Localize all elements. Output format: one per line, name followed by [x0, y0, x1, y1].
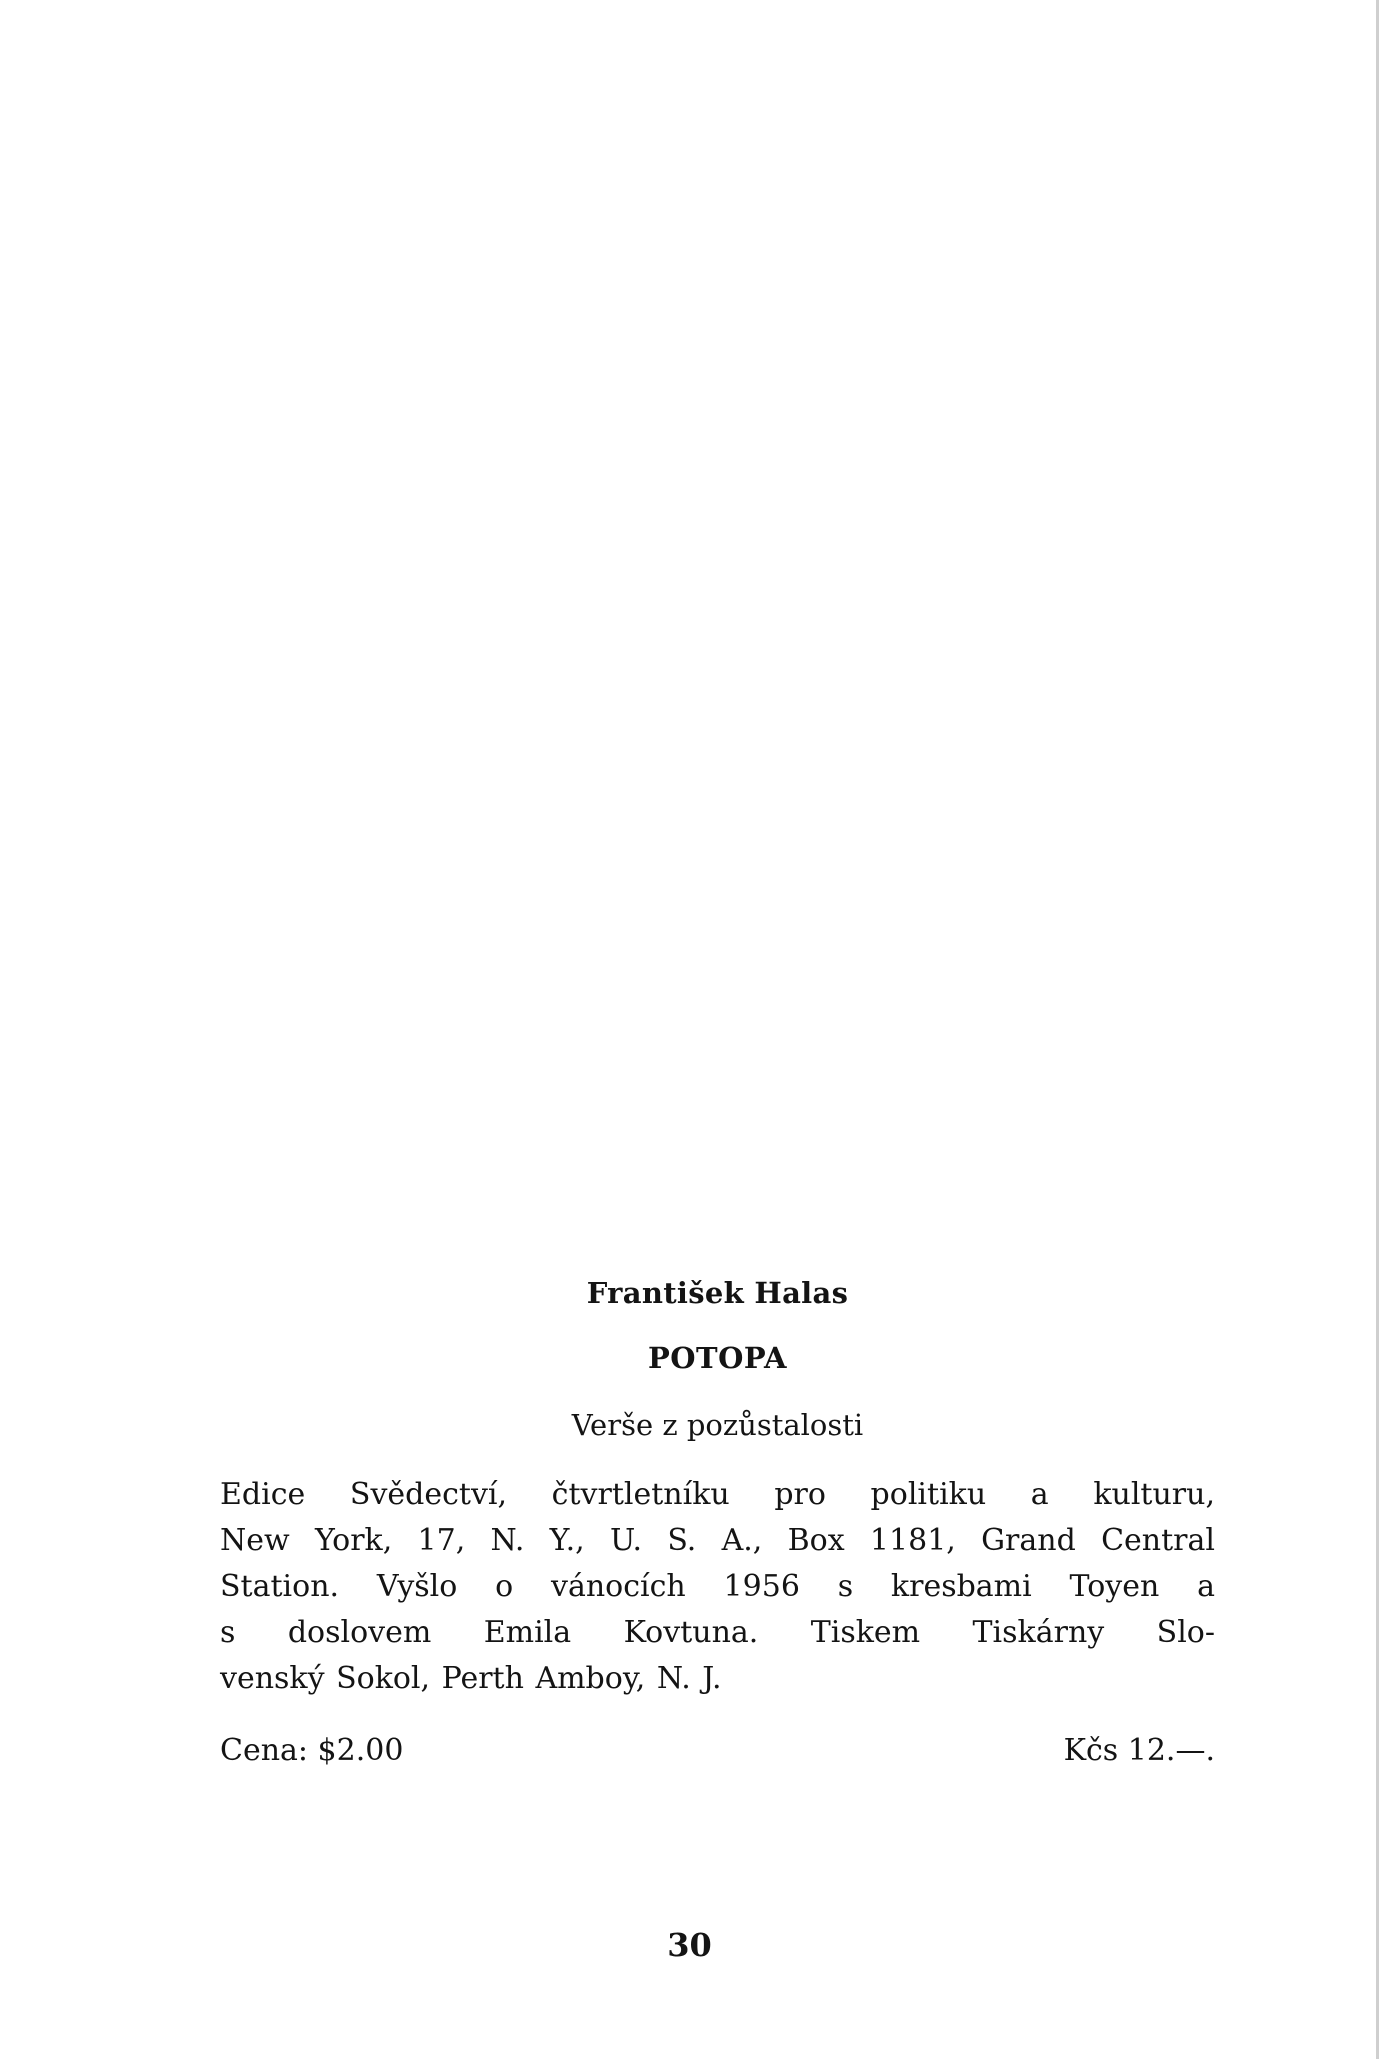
publication-details-line: venský Sokol, Perth Amboy, N. J. [220, 1661, 722, 1696]
book-title: POTOPA [647, 1341, 788, 1375]
author-name: František Halas [586, 1276, 849, 1310]
price-kcs: Kčs 12.—. [1063, 1733, 1215, 1768]
publication-details-line: Station. Vyšlo o vánocích 1956 s kresbami Toyen a [220, 1569, 1215, 1604]
colophon [220, 1268, 1215, 1774]
page-number: 30 [667, 1926, 712, 1964]
publication-details-line: Edice Svědectví, čtvrtletníku pro politiku a kulturu, [220, 1477, 1215, 1512]
price-row [220, 1728, 1215, 1774]
price-usd: Cena: $2.00 [220, 1733, 404, 1768]
book-subtitle: Verše z pozůstalosti [571, 1408, 864, 1442]
publication-details-line: New York, 17, N. Y., U. S. A., Box 1181, Grand Central [220, 1523, 1215, 1558]
publication-details-line: s doslovem Emila Kovtuna. Tiskem Tiskárny Slo- [220, 1615, 1215, 1650]
publication-details [220, 1472, 1215, 1702]
